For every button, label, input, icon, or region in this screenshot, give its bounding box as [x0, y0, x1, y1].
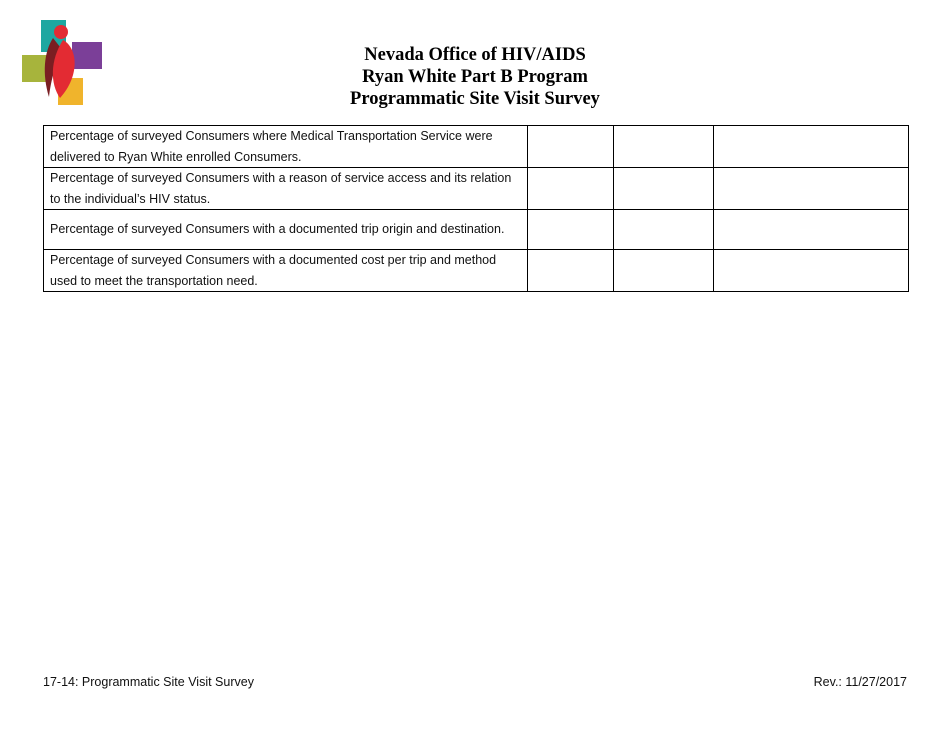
table-row	[44, 126, 909, 168]
survey-table	[43, 125, 909, 292]
footer-revision-date: Rev.: 11/27/2017	[813, 675, 907, 689]
response-cell[interactable]	[614, 168, 714, 210]
response-cell[interactable]	[528, 126, 614, 168]
criteria-cell: Percentage of surveyed Consumers where Medical Transportation Service were delivered to Ryan White enrolled Consumers.	[44, 126, 528, 168]
header-program-title: Ryan White Part B Program	[362, 67, 588, 87]
response-cell[interactable]	[614, 126, 714, 168]
response-cell[interactable]	[528, 210, 614, 250]
table-row	[44, 210, 909, 250]
logo-red-dot	[54, 25, 68, 39]
table-row	[44, 250, 909, 292]
comments-cell[interactable]	[714, 210, 909, 250]
header-survey-title: Programmatic Site Visit Survey	[350, 89, 600, 109]
criteria-cell: Percentage of surveyed Consumers with a reason of service access and its relation to the individual’s HIV status.	[44, 168, 528, 210]
comments-cell[interactable]	[714, 168, 909, 210]
response-cell[interactable]	[614, 210, 714, 250]
comments-cell[interactable]	[714, 126, 909, 168]
criteria-cell: Percentage of surveyed Consumers with a documented cost per trip and method used to meet the transportation need.	[44, 250, 528, 292]
criteria-cell: Percentage of surveyed Consumers with a documented trip origin and destination.	[44, 210, 528, 250]
response-cell[interactable]	[528, 250, 614, 292]
response-cell[interactable]	[528, 168, 614, 210]
table-row	[44, 168, 909, 210]
comments-cell[interactable]	[714, 250, 909, 292]
header-office-title: Nevada Office of HIV/AIDS	[364, 45, 586, 65]
footer-form-id: 17-14: Programmatic Site Visit Survey	[43, 675, 254, 689]
response-cell[interactable]	[614, 250, 714, 292]
document-header	[0, 44, 950, 110]
